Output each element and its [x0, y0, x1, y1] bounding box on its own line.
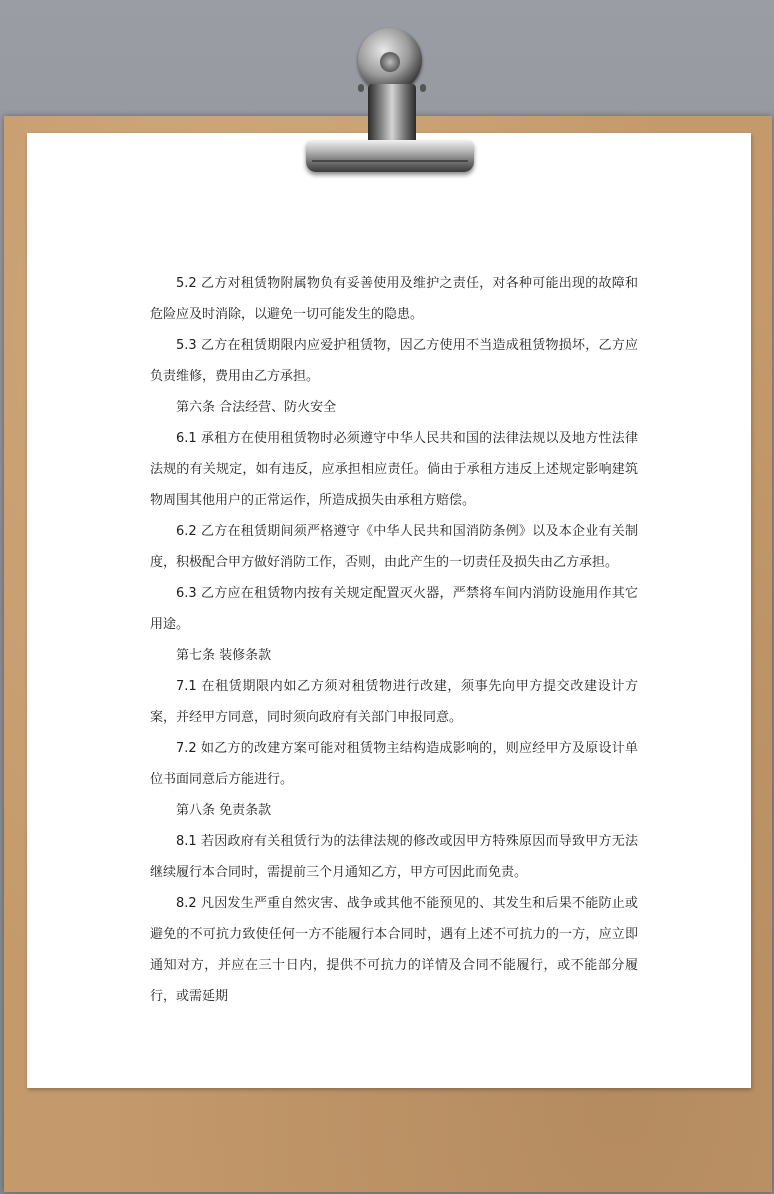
clause-6-2: 6.2 乙方在租赁期间须严格遵守《中华人民共和国消防条例》以及本企业有关制度，积极配合甲方做好消防工作，否则，由此产生的一切责任及损失由乙方承担。 [150, 524, 638, 570]
clause-8-2: 8.2 凡因发生严重自然灾害、战争或其他不能预见的、其发生和后果不能防止或避免的不可抗力致使任何一方不能履行本合同时，遇有上述不可抗力的一方，应立即通知对方，并应在三十日内，提供不可抗力的详情及合同不能履行，或不能部分履行，或需延期 [150, 896, 638, 1004]
clause-7-2: 7.2 如乙方的改建方案可能对租赁物主结构造成影响的，则应经甲方及原设计单位书面同意后方能进行。 [150, 741, 638, 787]
clause-5-3: 5.3 乙方在租赁期限内应爱护租赁物，因乙方使用不当造成租赁物损坏，乙方应负责维修，费用由乙方承担。 [150, 338, 638, 384]
binder-clip-rivet-right [420, 84, 426, 92]
clause-6-3: 6.3 乙方应在租赁物内按有关规定配置灭火器，严禁将车间内消防设施用作其它用途。 [150, 586, 638, 632]
clause-7-1: 7.1 在租赁期限内如乙方须对租赁物进行改建，须事先向甲方提交改建设计方案，并经甲方同意，同时须向政府有关部门申报同意。 [150, 679, 638, 725]
binder-clip-neck [368, 84, 416, 144]
article-6-heading: 第六条 合法经营、防火安全 [176, 400, 337, 415]
binder-clip-edge [312, 160, 468, 162]
article-7-heading: 第七条 装修条款 [176, 648, 272, 663]
clause-8-1: 8.1 若因政府有关租赁行为的法律法规的修改或因甲方特殊原因而导致甲方无法继续履行本合同时，需提前三个月通知乙方，甲方可因此而免责。 [150, 834, 638, 880]
clause-5-2: 5.2 乙方对租赁物附属物负有妥善使用及维护之责任，对各种可能出现的故障和危险应及时消除，以避免一切可能发生的隐患。 [150, 276, 638, 322]
document-body [150, 268, 638, 1012]
binder-clip-icon [306, 140, 474, 172]
article-8-heading: 第八条 免责条款 [176, 803, 272, 818]
binder-clip-hole [380, 52, 400, 72]
binder-clip-rivet-left [358, 84, 364, 92]
clause-6-1: 6.1 承租方在使用租赁物时必须遵守中华人民共和国的法律法规以及地方性法律法规的有关规定，如有违反，应承担相应责任。倘由于承租方违反上述规定影响建筑物周围其他用户的正常运作，所造成损失由承租方赔偿。 [150, 431, 638, 508]
